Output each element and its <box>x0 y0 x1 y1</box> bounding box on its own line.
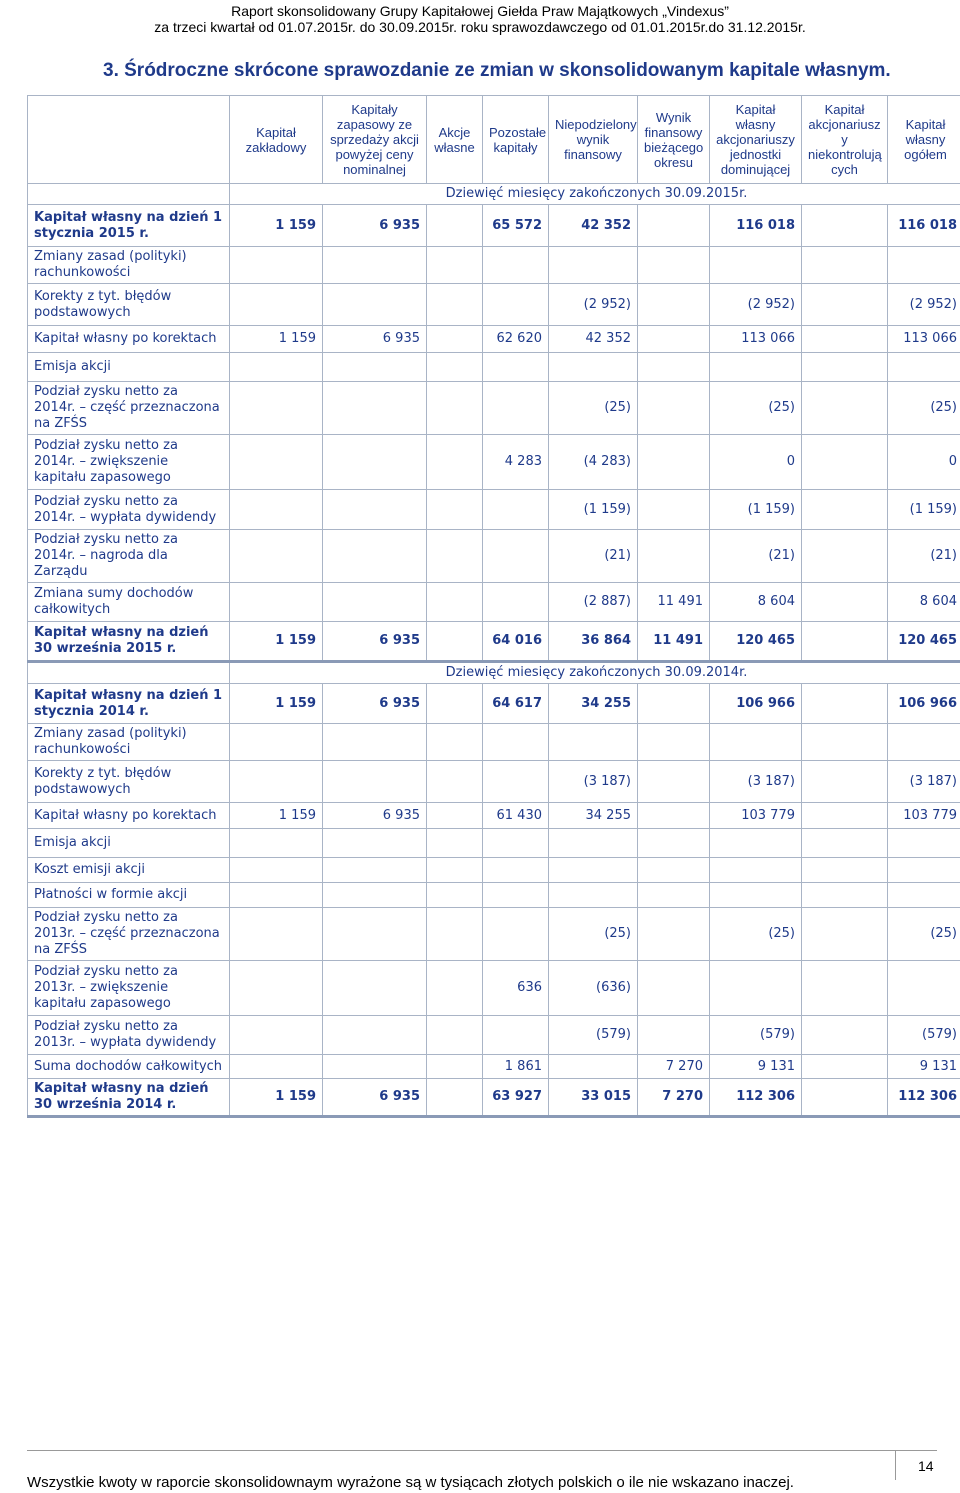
table-row <box>28 622 960 662</box>
equity-changes-table <box>27 95 960 1118</box>
table-row <box>28 205 960 247</box>
value-cell: 4 283 <box>483 435 549 490</box>
value-cell <box>638 1016 710 1055</box>
row-label: Kapitał własny na dzień 30 września 2015 r. <box>28 622 230 662</box>
value-cell <box>638 382 710 435</box>
value-cell <box>483 284 549 326</box>
value-cell <box>549 1055 638 1079</box>
value-cell: 106 966 <box>888 684 960 724</box>
value-cell <box>230 908 323 961</box>
value-cell <box>427 908 483 961</box>
value-cell: 7 270 <box>638 1055 710 1079</box>
row-label: Kapitał własny po korektach <box>28 803 230 829</box>
value-cell <box>483 724 549 761</box>
table-row <box>28 382 960 435</box>
row-label: Korekty z tyt. błędów podstawowych <box>28 761 230 803</box>
value-cell <box>230 724 323 761</box>
table-row <box>28 908 960 961</box>
page-number-divider <box>895 1450 896 1480</box>
table-row <box>28 684 960 724</box>
value-cell: 9 131 <box>710 1055 802 1079</box>
value-cell: 42 352 <box>549 326 638 353</box>
section-2014 <box>28 662 960 1117</box>
value-cell <box>483 490 549 530</box>
value-cell <box>483 858 549 883</box>
value-cell <box>888 961 960 1016</box>
row-label: Kapitał własny na dzień 30 września 2014 r. <box>28 1079 230 1117</box>
value-cell <box>427 583 483 622</box>
column-header: Wynik finansowy bieżącego okresu <box>638 96 710 184</box>
value-cell: 1 159 <box>230 205 323 247</box>
table-row <box>28 883 960 908</box>
row-label: Kapitał własny po korektach <box>28 326 230 353</box>
value-cell <box>427 530 483 583</box>
value-cell <box>802 724 888 761</box>
value-cell <box>802 761 888 803</box>
value-cell <box>710 961 802 1016</box>
table-row <box>28 761 960 803</box>
table-row <box>28 353 960 382</box>
value-cell <box>323 883 427 908</box>
value-cell <box>427 382 483 435</box>
value-cell: (3 187) <box>888 761 960 803</box>
value-cell <box>549 247 638 284</box>
table-row <box>28 583 960 622</box>
value-cell <box>638 530 710 583</box>
value-cell <box>638 829 710 858</box>
value-cell <box>230 530 323 583</box>
column-header-row <box>28 96 960 184</box>
value-cell: 64 617 <box>483 684 549 724</box>
value-cell <box>427 490 483 530</box>
value-cell <box>323 761 427 803</box>
value-cell <box>427 829 483 858</box>
value-cell <box>230 1016 323 1055</box>
value-cell: 112 306 <box>888 1079 960 1117</box>
value-cell <box>323 382 427 435</box>
value-cell <box>802 684 888 724</box>
value-cell <box>323 1016 427 1055</box>
value-cell <box>802 1079 888 1117</box>
value-cell <box>427 803 483 829</box>
value-cell: 6 935 <box>323 803 427 829</box>
value-cell: 33 015 <box>549 1079 638 1117</box>
row-label: Zmiany zasad (polityki) rachunkowości <box>28 247 230 284</box>
value-cell: 1 159 <box>230 622 323 662</box>
value-cell <box>638 961 710 1016</box>
value-cell: 36 864 <box>549 622 638 662</box>
value-cell: 1 861 <box>483 1055 549 1079</box>
value-cell <box>638 353 710 382</box>
value-cell: 7 270 <box>638 1079 710 1117</box>
value-cell: (2 887) <box>549 583 638 622</box>
value-cell <box>427 353 483 382</box>
column-header: Kapitał własny ogółem <box>888 96 960 184</box>
value-cell: 64 016 <box>483 622 549 662</box>
value-cell <box>802 829 888 858</box>
value-cell: 8 604 <box>888 583 960 622</box>
value-cell: (2 952) <box>710 284 802 326</box>
value-cell: 63 927 <box>483 1079 549 1117</box>
value-cell <box>802 961 888 1016</box>
value-cell <box>427 761 483 803</box>
value-cell: 116 018 <box>710 205 802 247</box>
period-row-2015 <box>28 184 960 205</box>
period-label-2015: Dziewięć miesięcy zakończonych 30.09.2015r. <box>230 184 960 205</box>
row-label: Kapitał własny na dzień 1 stycznia 2015 r. <box>28 205 230 247</box>
value-cell <box>802 803 888 829</box>
table-row <box>28 1079 960 1117</box>
value-cell <box>638 724 710 761</box>
value-cell: 112 306 <box>710 1079 802 1117</box>
value-cell <box>710 829 802 858</box>
table-row <box>28 326 960 353</box>
value-cell <box>802 1055 888 1079</box>
value-cell <box>230 353 323 382</box>
value-cell: 1 159 <box>230 684 323 724</box>
row-label: Podział zysku netto za 2014r. – część przeznaczona na ZFŚS <box>28 382 230 435</box>
value-cell <box>802 583 888 622</box>
footnote: Wszystkie kwoty w raporcie skonsolidownaym wyrażone są w tysiącach złotych polskich o ile nie wskazano inaczej. <box>27 1474 794 1491</box>
value-cell <box>323 1055 427 1079</box>
row-label: Podział zysku netto za 2014r. – zwiększenie kapitału zapasowego <box>28 435 230 490</box>
value-cell <box>230 382 323 435</box>
value-cell: (1 159) <box>549 490 638 530</box>
value-cell <box>483 530 549 583</box>
table-row <box>28 247 960 284</box>
value-cell <box>230 284 323 326</box>
value-cell <box>483 247 549 284</box>
column-header: Kapitał zakładowy <box>230 96 323 184</box>
value-cell: (25) <box>710 382 802 435</box>
row-label: Kapitał własny na dzień 1 stycznia 2014 r. <box>28 684 230 724</box>
report-header-line2: za trzeci kwartał od 01.07.2015r. do 30.09.2015r. roku sprawozdawczego od 01.01.2015r.do 31.12.2015r. <box>154 19 806 35</box>
report-header-line1: Raport skonsolidowany Grupy Kapitałowej Giełda Praw Majątkowych „Vindexus” <box>231 3 729 19</box>
value-cell: 42 352 <box>549 205 638 247</box>
value-cell: 1 159 <box>230 803 323 829</box>
value-cell <box>427 883 483 908</box>
value-cell: (1 159) <box>710 490 802 530</box>
value-cell: 62 620 <box>483 326 549 353</box>
row-label: Suma dochodów całkowitych <box>28 1055 230 1079</box>
value-cell: 636 <box>483 961 549 1016</box>
value-cell <box>230 490 323 530</box>
value-cell <box>427 622 483 662</box>
value-cell <box>427 205 483 247</box>
value-cell: 34 255 <box>549 803 638 829</box>
value-cell <box>230 1055 323 1079</box>
table-row <box>28 530 960 583</box>
value-cell <box>549 883 638 908</box>
value-cell <box>230 829 323 858</box>
value-cell: 6 935 <box>323 622 427 662</box>
value-cell <box>427 1055 483 1079</box>
value-cell <box>230 435 323 490</box>
value-cell <box>802 622 888 662</box>
value-cell: (25) <box>549 908 638 961</box>
value-cell: (636) <box>549 961 638 1016</box>
value-cell: (2 952) <box>888 284 960 326</box>
value-cell <box>483 908 549 961</box>
value-cell: (25) <box>549 382 638 435</box>
value-cell: (2 952) <box>549 284 638 326</box>
value-cell: 106 966 <box>710 684 802 724</box>
value-cell <box>638 284 710 326</box>
value-cell <box>483 761 549 803</box>
value-cell <box>638 684 710 724</box>
value-cell <box>802 326 888 353</box>
value-cell <box>888 724 960 761</box>
row-label: Zmiany zasad (polityki) rachunkowości <box>28 724 230 761</box>
value-cell <box>549 829 638 858</box>
table-row <box>28 490 960 530</box>
value-cell <box>483 883 549 908</box>
value-cell <box>638 205 710 247</box>
value-cell <box>802 205 888 247</box>
value-cell <box>710 858 802 883</box>
table-row <box>28 829 960 858</box>
value-cell: 103 779 <box>888 803 960 829</box>
value-cell: (21) <box>710 530 802 583</box>
footer-divider <box>27 1450 937 1451</box>
value-cell: 61 430 <box>483 803 549 829</box>
value-cell <box>230 961 323 1016</box>
value-cell <box>483 583 549 622</box>
value-cell: (25) <box>888 382 960 435</box>
value-cell <box>230 247 323 284</box>
value-cell <box>638 908 710 961</box>
column-header: Pozostałe kapitały <box>483 96 549 184</box>
value-cell: 9 131 <box>888 1055 960 1079</box>
value-cell: (25) <box>710 908 802 961</box>
row-label: Zmiana sumy dochodów całkowitych <box>28 583 230 622</box>
page-number: 14 <box>918 1458 934 1474</box>
value-cell <box>323 247 427 284</box>
value-cell <box>710 724 802 761</box>
value-cell: (3 187) <box>549 761 638 803</box>
value-cell: 0 <box>710 435 802 490</box>
row-label: Podział zysku netto za 2014r. – wypłata dywidendy <box>28 490 230 530</box>
value-cell: 1 159 <box>230 1079 323 1117</box>
value-cell <box>710 353 802 382</box>
value-cell <box>483 829 549 858</box>
value-cell: (21) <box>549 530 638 583</box>
value-cell: 0 <box>888 435 960 490</box>
value-cell <box>802 490 888 530</box>
value-cell: 11 491 <box>638 622 710 662</box>
value-cell <box>802 284 888 326</box>
value-cell: 113 066 <box>888 326 960 353</box>
value-cell: (579) <box>888 1016 960 1055</box>
value-cell <box>323 724 427 761</box>
table-row <box>28 1055 960 1079</box>
value-cell: (579) <box>549 1016 638 1055</box>
column-header: Kapitały zapasowy ze sprzedaży akcji powyżej ceny nominalnej <box>323 96 427 184</box>
value-cell: 6 935 <box>323 326 427 353</box>
value-cell <box>638 435 710 490</box>
value-cell: 113 066 <box>710 326 802 353</box>
value-cell <box>323 583 427 622</box>
period-label-2014: Dziewięć miesięcy zakończonych 30.09.2014r. <box>230 662 960 684</box>
value-cell <box>427 684 483 724</box>
table-row <box>28 435 960 490</box>
table-row <box>28 858 960 883</box>
row-label: Podział zysku netto za 2013r. – zwiększenie kapitału zapasowego <box>28 961 230 1016</box>
value-cell <box>549 353 638 382</box>
value-cell <box>427 284 483 326</box>
value-cell <box>888 353 960 382</box>
value-cell <box>427 435 483 490</box>
value-cell <box>323 908 427 961</box>
value-cell <box>323 829 427 858</box>
value-cell <box>323 858 427 883</box>
corner-cell <box>28 96 230 184</box>
column-header: Kapitał własny akcjonariuszy jednostki dominującej <box>710 96 802 184</box>
value-cell <box>483 382 549 435</box>
row-label: Podział zysku netto za 2014r. – nagroda dla Zarządu <box>28 530 230 583</box>
value-cell <box>230 761 323 803</box>
period-row-2014 <box>28 662 960 684</box>
value-cell <box>427 247 483 284</box>
value-cell: 6 935 <box>323 1079 427 1117</box>
section-2015 <box>28 184 960 662</box>
row-label: Podział zysku netto za 2013r. – część przeznaczona na ZFŚS <box>28 908 230 961</box>
value-cell <box>802 382 888 435</box>
value-cell: (4 283) <box>549 435 638 490</box>
value-cell <box>638 858 710 883</box>
row-label: Korekty z tyt. błędów podstawowych <box>28 284 230 326</box>
value-cell <box>710 883 802 908</box>
value-cell <box>230 583 323 622</box>
value-cell <box>427 961 483 1016</box>
value-cell: 116 018 <box>888 205 960 247</box>
value-cell: 120 465 <box>710 622 802 662</box>
value-cell <box>323 530 427 583</box>
table-row <box>28 724 960 761</box>
value-cell: 8 604 <box>710 583 802 622</box>
column-header: Akcje własne <box>427 96 483 184</box>
table-row <box>28 961 960 1016</box>
value-cell <box>483 353 549 382</box>
value-cell: 65 572 <box>483 205 549 247</box>
value-cell: 120 465 <box>888 622 960 662</box>
value-cell <box>230 858 323 883</box>
row-label: Emisja akcji <box>28 353 230 382</box>
value-cell <box>427 1016 483 1055</box>
value-cell: 34 255 <box>549 684 638 724</box>
value-cell <box>802 353 888 382</box>
value-cell <box>802 530 888 583</box>
value-cell <box>323 961 427 1016</box>
value-cell <box>323 490 427 530</box>
value-cell <box>802 908 888 961</box>
value-cell <box>888 883 960 908</box>
value-cell <box>427 1079 483 1117</box>
table-row <box>28 803 960 829</box>
value-cell <box>802 435 888 490</box>
value-cell <box>323 435 427 490</box>
value-cell <box>802 883 888 908</box>
row-label: Emisja akcji <box>28 829 230 858</box>
value-cell: (21) <box>888 530 960 583</box>
value-cell: 11 491 <box>638 583 710 622</box>
value-cell <box>638 326 710 353</box>
table-row <box>28 284 960 326</box>
value-cell: 6 935 <box>323 684 427 724</box>
section-title: 3. Śródroczne skrócone sprawozdanie ze zmian w skonsolidowanym kapitale własnym. <box>103 60 891 81</box>
value-cell <box>427 858 483 883</box>
value-cell <box>549 858 638 883</box>
row-label: Podział zysku netto za 2013r. – wypłata dywidendy <box>28 1016 230 1055</box>
value-cell <box>323 353 427 382</box>
value-cell: 103 779 <box>710 803 802 829</box>
value-cell: (3 187) <box>710 761 802 803</box>
value-cell <box>710 247 802 284</box>
value-cell <box>638 803 710 829</box>
value-cell <box>802 858 888 883</box>
value-cell <box>427 326 483 353</box>
value-cell <box>323 284 427 326</box>
value-cell <box>483 1016 549 1055</box>
value-cell: 6 935 <box>323 205 427 247</box>
row-label: Płatności w formie akcji <box>28 883 230 908</box>
value-cell <box>888 247 960 284</box>
value-cell: (579) <box>710 1016 802 1055</box>
value-cell: (25) <box>888 908 960 961</box>
value-cell <box>549 724 638 761</box>
value-cell <box>802 1016 888 1055</box>
column-header: Niepodzielony wynik finansowy <box>549 96 638 184</box>
value-cell <box>802 247 888 284</box>
row-label: Koszt emisji akcji <box>28 858 230 883</box>
value-cell <box>638 883 710 908</box>
value-cell <box>427 724 483 761</box>
value-cell: (1 159) <box>888 490 960 530</box>
value-cell <box>230 883 323 908</box>
value-cell <box>638 247 710 284</box>
value-cell <box>888 829 960 858</box>
value-cell <box>638 761 710 803</box>
value-cell: 1 159 <box>230 326 323 353</box>
column-header: Kapitał akcjonariusz y niekontrolują cych <box>802 96 888 184</box>
table-row <box>28 1016 960 1055</box>
value-cell <box>638 490 710 530</box>
value-cell <box>888 858 960 883</box>
